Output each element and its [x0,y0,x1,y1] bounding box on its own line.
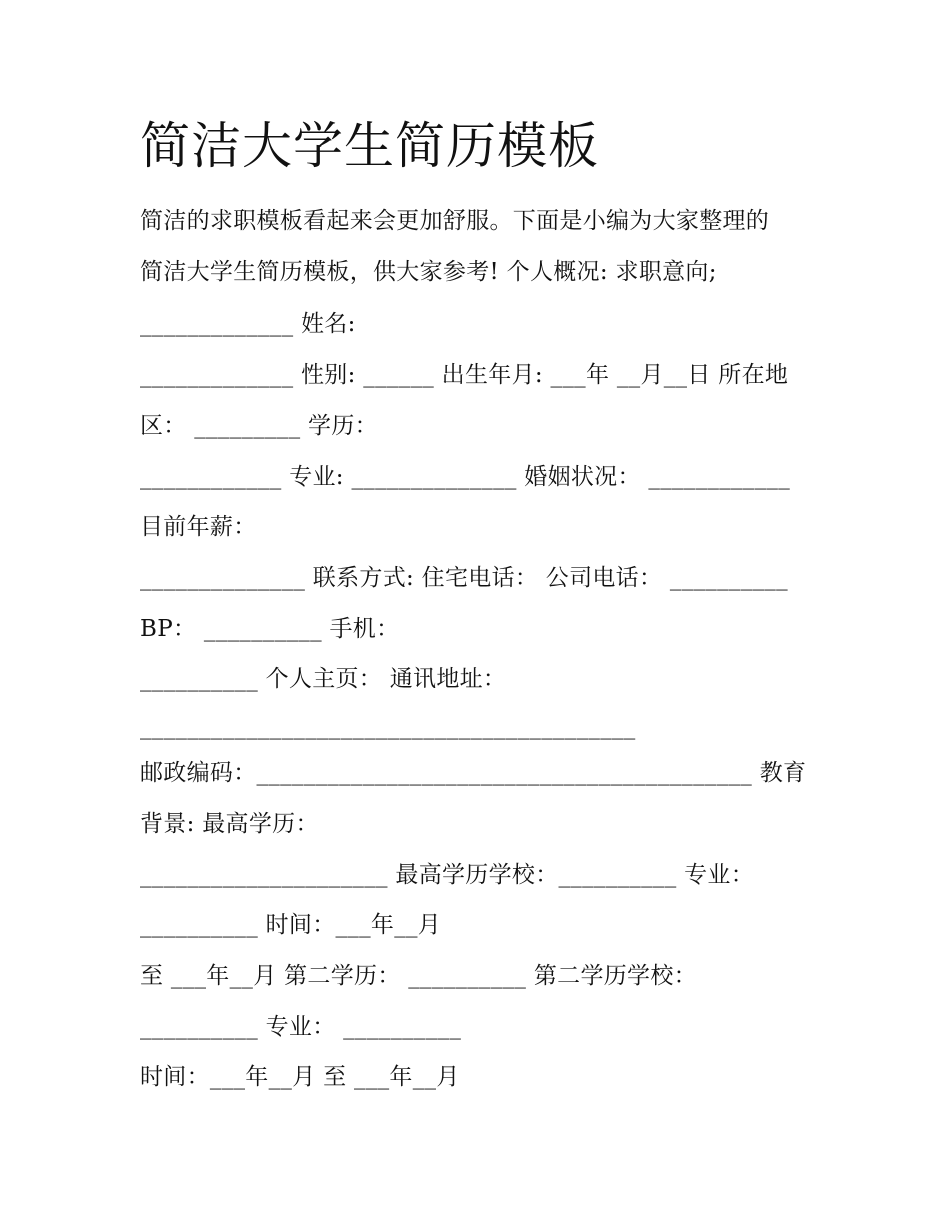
body-line-intro-1: 简洁的求职模板看起来会更加舒服。下面是小编为大家整理的 [140,208,770,234]
body-line-intro-2: 简洁大学生简历模板，供大家参考! 个人概况: 求职意向; [140,259,717,285]
body-line-highest-degree: 背景: 最高学历： [140,811,319,837]
body-line-second-major: __________ 专业： __________ [140,1014,462,1040]
body-line-second-degree: 至 ___年__月 第二学历： __________ 第二学历学校： [140,963,697,989]
body-line-salary: 目前年薪： [140,514,257,540]
body-line-name: _____________ 姓名: [140,311,356,337]
body-line-bp-mobile: BP： __________ 手机： [140,616,400,642]
body-line-time-2: 时间：___年__月 至 ___年__月 [140,1064,460,1090]
body-line-gender-birth: _____________ 性别: ______ 出生年月: ___年 __月__日 所在地 [140,362,789,388]
document-title: 简洁大学生简历模板 [140,117,599,175]
body-line-time-1: __________ 时间：___年__月 [140,912,442,938]
body-line-major-marital: ____________ 专业: ______________ 婚姻状况： ____________ [140,464,790,490]
body-line-region-education: 区： _________ 学历： [140,413,378,439]
body-line-address-blank: __________________________________________ [140,714,636,740]
body-line-highest-school: _____________________ 最高学历学校：__________ 专业： [140,862,755,888]
body-line-postcode: 邮政编码：__________________________________________ 教育 [140,760,807,786]
body-line-contact: ______________ 联系方式: 住宅电话： 公司电话： __________ [140,565,788,591]
body-line-homepage-address: __________ 个人主页： 通讯地址： [140,666,507,692]
